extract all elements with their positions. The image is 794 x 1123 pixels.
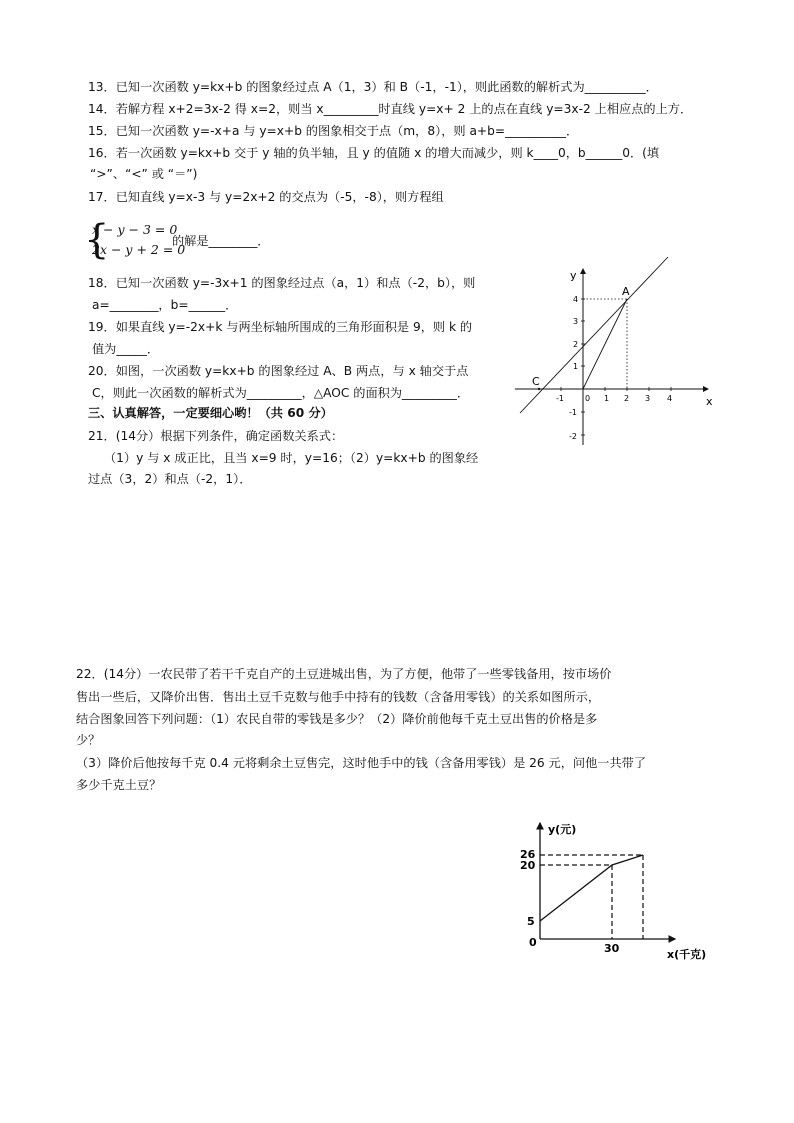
question-14: 14．若解方程 x+2=3x-2 得 x=2，则当 x_________时直线 y=x+ 2 上的点在直线 y=3x-2 上相应点的上方． [88, 102, 693, 116]
question-16-line1: 16．若一次函数 y=kx+b 交于 y 轴的负半轴，且 y 的值随 x 的增大而减少，则 k____0，b______0．(填 [88, 146, 660, 160]
question-17-tail: 的解是________． [172, 234, 270, 248]
point-c-dot [538, 388, 540, 390]
left-brace: { [84, 217, 110, 263]
question-19-line1: 19．如果直线 y=-2x+k 与两坐标轴所围成的三角形面积是 9，则 k 的 [88, 320, 473, 334]
x-tick-neg1: -1 [556, 394, 564, 403]
line-ca [520, 257, 668, 413]
question-18-line2: a=________，b=______． [92, 298, 238, 312]
figure-money-graph [515, 815, 720, 970]
y-tick-20: 20 [520, 859, 536, 872]
y-tick-26: 26 [520, 848, 536, 861]
question-19-line2: 值为_____． [92, 342, 160, 356]
question-15: 15．已知一次函数 y=-x+a 与 y=x+b 的图象相交于点（m，8），则 a+b=__________． [88, 124, 579, 138]
origin-label: 0 [529, 936, 537, 949]
question-20-line2: C，则此一次函数的解析式为_________，△AOC 的面积为_________． [92, 386, 470, 400]
question-17-line1: 17．已知直线 y=x-3 与 y=2x+2 的交点为（-5，-8），则方程组 [88, 190, 444, 204]
question-22-line6: 多少千克土豆？ [76, 778, 162, 792]
figure-coordinate-graph [510, 255, 720, 455]
y-tick-1: 1 [573, 362, 579, 371]
x-axis-label: x [706, 395, 713, 408]
point-a-label: A [622, 285, 630, 298]
x-tick-30: 30 [604, 942, 620, 955]
x-axis-label: x(千克) [667, 948, 707, 961]
y-tick-3: 3 [573, 317, 579, 326]
section-3-heading: 三、认真解答，一定要细心哟！（共 60 分） [88, 406, 333, 420]
x-tick-3: 3 [645, 394, 651, 403]
y-tick-neg1: -1 [569, 408, 577, 417]
question-21-line1: 21．(14分）根据下列条件，确定函数关系式： [88, 429, 344, 443]
equation-system [84, 217, 284, 264]
point-c-label: C [532, 375, 540, 388]
question-22-line2: 售出一些后，又降价出售．售出土豆千克数与他手中持有的钱数（含备用零钱）的关系如图所示， [76, 690, 601, 704]
x-tick-4: 4 [667, 394, 673, 403]
x-tick-2: 2 [624, 394, 630, 403]
equation-1: x − y − 3 = 0 [92, 222, 178, 237]
question-20-line1: 20．如图，一次函数 y=kx+b 的图象经过 A、B 两点，与 x 轴交于点 [88, 364, 469, 378]
segment-oa [583, 299, 627, 389]
question-22-line5: （3）降价后他按每千克 0.4 元将剩余土豆售完，这时他手中的钱（含备用零钱）是 26 元，问他一共带了 [76, 756, 647, 770]
x-tick-0: 0 [585, 394, 591, 403]
x-tick-labels [556, 394, 672, 403]
y-axis-label: y(元) [548, 823, 577, 836]
question-21-line3: 过点（3，2）和点（-2，1）． [88, 472, 252, 486]
y-tick-neg2: -2 [569, 432, 577, 441]
question-22-line1: 22．(14分）一农民带了若干千克自产的土豆进城出售，为了方便，他带了一些零钱备用，按市场价 [76, 667, 612, 681]
y-tick-labels [569, 295, 578, 441]
question-22-line4: 少？ [76, 733, 101, 747]
question-18-line1: 18．已知一次函数 y=-3x+1 的图象经过点（a，1）和点（-2，b），则 [88, 276, 476, 290]
question-13: 13．已知一次函数 y=kx+b 的图象经过点 A（1，3）和 B（-1，-1），则此函数的解析式为__________． [88, 80, 658, 94]
question-16-line2: “>”、“<” 或 “＝”) [90, 167, 198, 181]
question-22-line3: 结合图象回答下列问题：（1）农民自带的零钱是多少？（2）降价前他每千克土豆出售的价格是多 [76, 712, 598, 726]
y-axis-label: y [570, 269, 577, 282]
equation-2: 2x − y + 2 = 0 [92, 242, 186, 257]
y-tick-4: 4 [573, 295, 579, 304]
y-tick-2: 2 [573, 340, 579, 349]
y-tick-5: 5 [527, 915, 535, 928]
question-21-line2: （1）y 与 x 成正比，且当 x=9 时，y=16；（2）y=kx+b 的图象经 [104, 451, 479, 465]
x-tick-1: 1 [604, 394, 610, 403]
